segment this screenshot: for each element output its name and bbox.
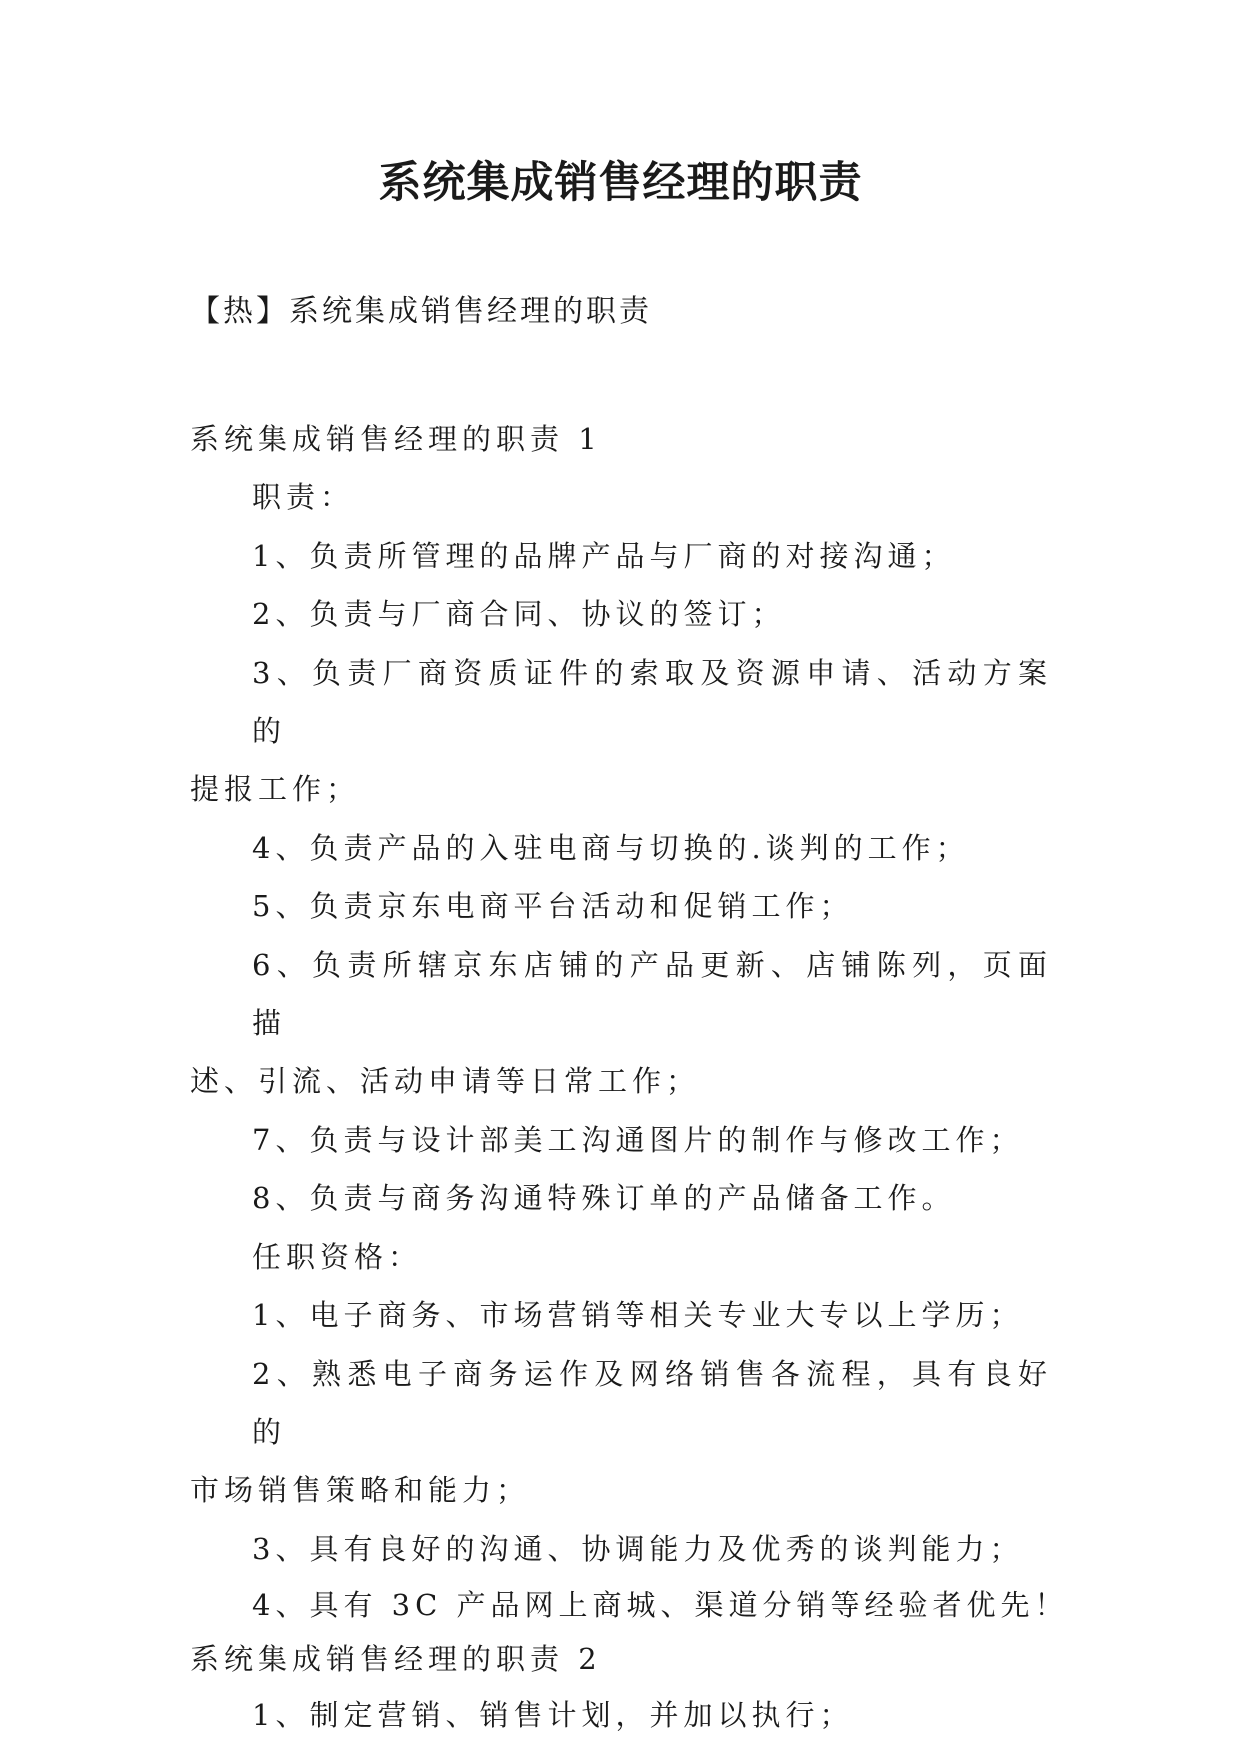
duties-label: 职责： bbox=[252, 480, 355, 515]
duty-item: 5、负责京东电商平台活动和促销工作； bbox=[252, 889, 854, 924]
document-body bbox=[190, 410, 1069, 1745]
duty-item: 6、负责所辖京东店铺的产品更新、店铺陈列，页面描 bbox=[252, 947, 1052, 1041]
duty-item: 1、负责所管理的品牌产品与厂商的对接沟通； bbox=[252, 538, 956, 573]
document-subtitle: 【热】系统集成销售经理的职责 bbox=[190, 294, 652, 329]
section-heading: 系统集成销售经理的职责 1 bbox=[190, 422, 602, 456]
duty-item: 4、负责产品的入驻电商与切换的.谈判的工作； bbox=[252, 830, 970, 865]
duty-item-continued: 述、引流、活动申请等日常工作； bbox=[190, 1064, 701, 1099]
qualification-item: 1、电子商务、市场营销等相关专业大专以上学历； bbox=[252, 1298, 1024, 1333]
qualification-item: 2、熟悉电子商务运作及网络销售各流程，具有良好的 bbox=[252, 1356, 1052, 1449]
qualification-item: 4、具有 3C 产品网上商城、渠道分销等经验者优先！ bbox=[252, 1588, 1069, 1623]
duty-item: 7、负责与设计部美工沟通图片的制作与修改工作； bbox=[252, 1122, 1024, 1157]
qualification-item-continued: 市场销售策略和能力； bbox=[190, 1473, 531, 1508]
section-heading: 系统集成销售经理的职责 2 bbox=[190, 1642, 602, 1677]
duty-item: 8、负责与商务沟通特殊订单的产品储备工作。 bbox=[252, 1181, 956, 1216]
qualifications-label: 任职资格： bbox=[252, 1239, 423, 1274]
page-title: 系统集成销售经理的职责 bbox=[378, 158, 863, 208]
section2-item: 1、制定营销、销售计划，并加以执行； bbox=[252, 1698, 854, 1733]
qualification-item: 3、具有良好的沟通、协调能力及优秀的谈判能力； bbox=[252, 1531, 1024, 1566]
duty-item: 2、负责与厂商合同、协议的签订； bbox=[252, 597, 786, 632]
duty-item-continued: 提报工作； bbox=[190, 772, 361, 807]
duty-item: 3、负责厂商资质证件的索取及资源申请、活动方案的 bbox=[252, 655, 1052, 749]
